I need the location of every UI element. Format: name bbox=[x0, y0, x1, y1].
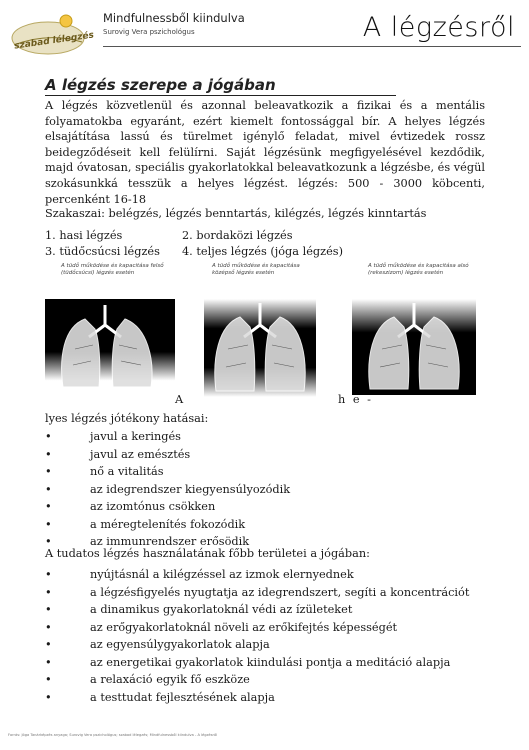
breathing-type: 2. bordaközi légzés bbox=[182, 229, 293, 242]
lung-figure-1 bbox=[45, 263, 175, 393]
figure-caption: A tüdő működése és kapacitása alsó (rekeszizom) légzés esetén bbox=[368, 263, 469, 276]
benefits-intro-he: h e - bbox=[338, 393, 373, 406]
lung-figure-2 bbox=[196, 263, 324, 397]
footer-source: Forrás: Jóga Tanárképzés anyaga; Surovig Vera pszichológus; szabad lélegzés; Mindfulnessből kiindulva - A légzésről bbox=[8, 733, 218, 737]
list-item: • az idegrendszer kiegyensúlyozódik bbox=[45, 481, 290, 499]
list-item: • nyújtásnál a kilégzéssel az izmok elernyednek bbox=[45, 566, 469, 584]
list-item: • az immunrendszer erősödik bbox=[45, 533, 290, 551]
page-header bbox=[0, 0, 529, 62]
breathing-type: 3. tüdőcsúcsi légzés bbox=[45, 245, 160, 258]
intro-paragraph: A légzés közvetlenül és azonnal beleavatkozik a fizikai és a mentális folyamatokba egyaránt, ezért kiemelt fontossággal bír. A helyes légzés elsajátítása lassú és türelmet igénylő feladat, mivel évtizedek rossz beidegződéseit kell felülírni. Saját légzésünk megfigyelésével kezdődik, majd óvatosan, speciális gyakorlatokkal beleavatkozunk a légzésbe, és végül szokásunkká tesszük a helyes légzést. légzés: 500 - 3000 köbcenti, percenként 16-18 bbox=[45, 99, 485, 206]
figure-caption: A tüdő működése és kapacitása felső (tüdőcsúcsi) légzés esetén bbox=[61, 263, 164, 276]
breathing-type: 1. hasi légzés bbox=[45, 229, 123, 242]
list-item: • a dinamikus gyakorlatoknál védi az ízületeket bbox=[45, 601, 469, 619]
areas-title: A tudatos légzés használatának főbb területei a jógában: bbox=[45, 547, 370, 560]
list-item: • az izomtónus csökken bbox=[45, 498, 290, 516]
list-item: • a légzésfigyelés nyugtatja az idegrendszert, segíti a koncentrációt bbox=[45, 584, 469, 602]
list-item: • javul az emésztés bbox=[45, 446, 290, 464]
list-item: • az egyensúlygyakorlatok alapja bbox=[45, 636, 469, 654]
areas-list bbox=[45, 566, 469, 706]
figure-caption: A tüdő működése és kapacitása középső légzés esetén bbox=[212, 263, 300, 276]
header-subtitle: Surovig Vera pszichológus bbox=[103, 28, 195, 36]
lung-figure-3 bbox=[352, 263, 476, 393]
list-item: • nő a vitalitás bbox=[45, 463, 290, 481]
breathing-type: 4. teljes légzés (jóga légzés) bbox=[182, 245, 343, 258]
benefits-intro-a: A bbox=[175, 393, 184, 406]
benefits-title: lyes légzés jótékony hatásai: bbox=[45, 412, 209, 425]
lungs-icon bbox=[45, 299, 175, 395]
list-item: • javul a keringés bbox=[45, 428, 290, 446]
list-item: • az erőgyakorlatoknál növeli az erőkifejtés képességét bbox=[45, 619, 469, 637]
section-title: A légzés szerepe a jógában bbox=[45, 76, 396, 96]
header-title: Mindfulnessből kiindulva bbox=[103, 11, 245, 25]
lungs-icon bbox=[352, 299, 476, 395]
list-item: • a testtudat fejlesztésének alapja bbox=[45, 689, 469, 707]
list-item: • a méregtelenítés fokozódik bbox=[45, 516, 290, 534]
list-item: • az energetikai gyakorlatok kiindulási pontja a meditáció alapja bbox=[45, 654, 469, 672]
logo-text: szabad lélegzés bbox=[13, 30, 95, 52]
benefits-list bbox=[45, 428, 290, 551]
list-item: • a relaxáció egyik fő eszköze bbox=[45, 671, 469, 689]
header-divider bbox=[103, 46, 521, 47]
document-title: A légzésről bbox=[362, 12, 515, 43]
lungs-icon bbox=[196, 299, 324, 397]
breathing-phases: Szakaszai: belégzés, légzés benntartás, kilégzés, légzés kinntartás bbox=[45, 207, 427, 220]
